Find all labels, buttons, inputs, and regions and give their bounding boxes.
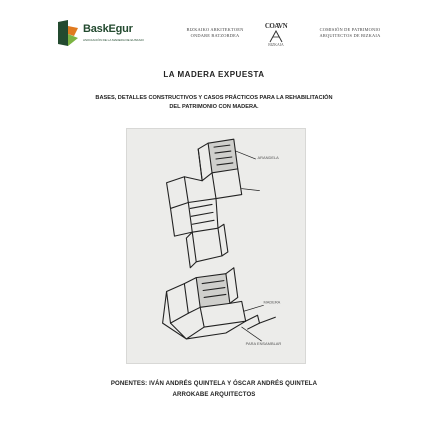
coavn-logo-block	[172, 22, 400, 58]
coavn-mark-icon	[268, 30, 284, 43]
coa-right-line1: COMISIÓN DE PATRIMONIO	[319, 27, 381, 32]
document-title: LA MADERA EXPUESTA	[163, 70, 265, 79]
coa-right-text	[296, 27, 404, 39]
organization-line: ARROKABE ARQUITECTOS	[172, 391, 256, 398]
speakers-line: PONENTES: IVÁN ANDRÉS QUINTELA Y ÓSCAR ANDRÉS QUINTELA	[110, 380, 318, 387]
coavn-emblem-sub: BIZKAIA	[268, 43, 284, 47]
coavn-emblem-text: COAVN	[264, 22, 288, 30]
subtitle-line2: DEL PATRIMONIO CON MADERA.	[169, 104, 259, 110]
subtitle-line1: BASES, DETALLES CONSTRUCTIVOS Y CASOS PRÁCTICOS PARA LA REHABILITACIÓN	[95, 95, 333, 101]
coa-left-line2: ONDARE BATZORDEA	[190, 33, 240, 38]
coa-left-line1: BIZKAIKO ARKITEKTOEN	[186, 27, 244, 32]
baskegur-mark-icon	[56, 18, 80, 48]
sketch-annotation-bottom: PARA ENSAMBLAR	[245, 340, 282, 346]
coa-right-line2: ARQUITECTOS DE BIZKAIA	[319, 33, 381, 38]
document-subtitle	[40, 94, 388, 112]
baskegur-logo	[56, 18, 166, 48]
sketch-illustration	[126, 128, 306, 364]
timber-joint-sketch	[127, 129, 305, 363]
sketch-annotation-top: ARANDELA	[257, 154, 279, 160]
brand-tagline: ASOCIACIÓN DE LA MADERA DE EUSKADI	[83, 38, 144, 42]
coa-left-text	[172, 27, 258, 39]
coavn-emblem	[264, 22, 288, 56]
brand-name: BaskEgur	[83, 23, 133, 35]
header	[0, 0, 428, 62]
sketch-annotation-mid: MADERA	[263, 299, 281, 305]
